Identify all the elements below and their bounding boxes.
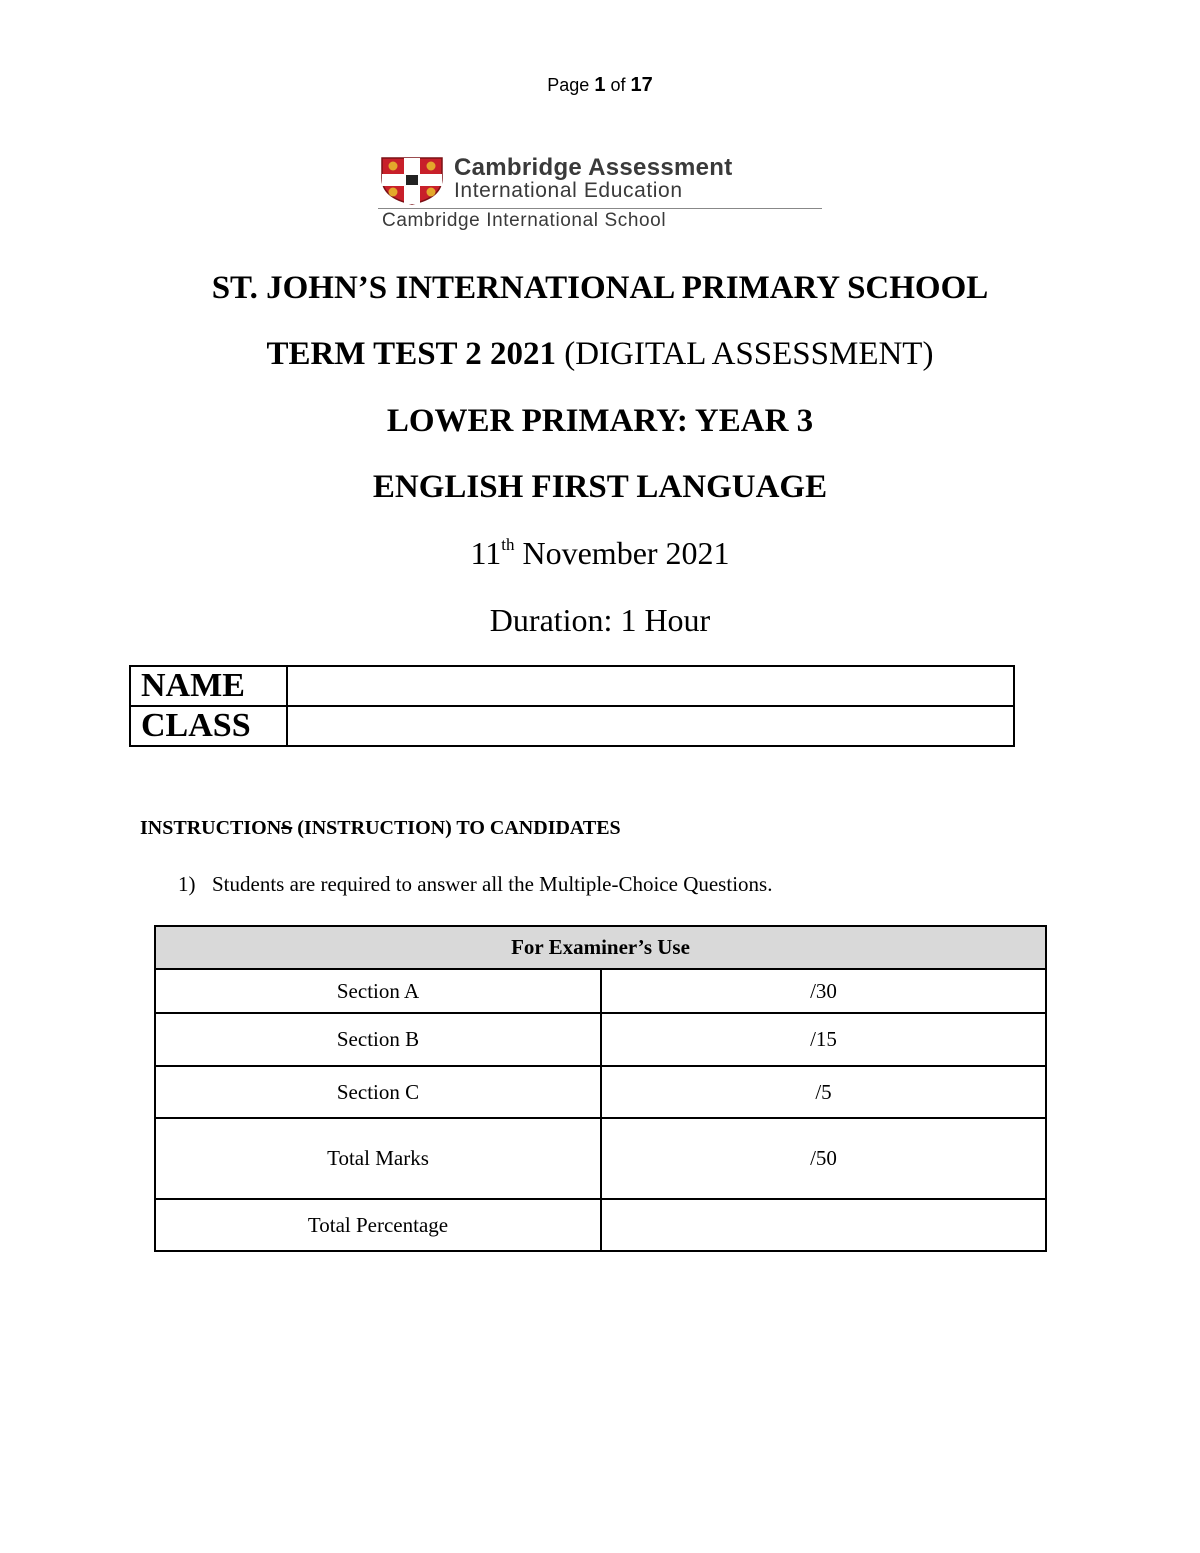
section-label: Section C — [155, 1066, 601, 1118]
logo-title: Cambridge Assessment — [454, 154, 733, 181]
duration: Duration: 1 Hour — [489, 602, 711, 638]
section-label: Section B — [155, 1013, 601, 1066]
date-day: 11 — [470, 535, 502, 571]
section-marks: /50 — [601, 1118, 1046, 1199]
test-title — [0, 336, 1200, 373]
logo-subtitle: International Education — [454, 179, 683, 202]
name-row — [130, 666, 1014, 706]
class-label: CLASS — [130, 706, 287, 746]
page-of: of — [610, 75, 626, 95]
cambridge-crest-icon — [380, 156, 444, 206]
level: LOWER PRIMARY: YEAR 3 — [386, 403, 814, 439]
date-rest: November 2021 — [522, 535, 730, 571]
subject: ENGLISH FIRST LANGUAGE — [372, 469, 828, 505]
instruction-number: 1) — [178, 872, 196, 896]
table-row — [155, 1013, 1046, 1066]
school-name: ST. JOHN’S INTERNATIONAL PRIMARY SCHOOL — [211, 270, 989, 306]
class-field[interactable] — [287, 706, 1014, 746]
name-field[interactable] — [287, 666, 1014, 706]
section-marks: /15 — [601, 1013, 1046, 1066]
page-current: 1 — [594, 74, 606, 96]
section-label: Total Percentage — [155, 1199, 601, 1251]
section-label: Total Marks — [155, 1118, 601, 1199]
examiner-header-row — [155, 926, 1046, 969]
page-number — [0, 74, 1200, 97]
section-label: Section A — [155, 969, 601, 1013]
examiner-table — [154, 925, 1047, 1252]
cambridge-logo — [378, 152, 824, 234]
instruction-text: Students are required to answer all the Multiple-Choice Questions. — [212, 872, 773, 896]
page-total: 17 — [630, 74, 653, 96]
examiner-header: For Examiner’s Use — [155, 926, 1046, 969]
instructions-title-start: INSTRUCTION — [140, 817, 282, 839]
test-date — [0, 535, 1200, 572]
section-marks[interactable] — [601, 1199, 1046, 1251]
test-title-bold: TERM TEST 2 2021 — [266, 336, 556, 372]
instructions-title — [140, 817, 621, 840]
instruction-item — [178, 872, 772, 897]
logo-school: Cambridge International School — [382, 210, 667, 231]
table-row — [155, 1118, 1046, 1199]
section-marks: /30 — [601, 969, 1046, 1013]
instructions-title-struck: S — [281, 817, 293, 839]
logo-divider — [378, 208, 822, 209]
name-label: NAME — [130, 666, 287, 706]
test-title-normal: (DIGITAL ASSESSMENT) — [564, 336, 934, 372]
candidate-table — [129, 665, 1015, 747]
section-marks: /5 — [601, 1066, 1046, 1118]
table-row — [155, 969, 1046, 1013]
table-row — [155, 1066, 1046, 1118]
table-row — [155, 1199, 1046, 1251]
class-row — [130, 706, 1014, 746]
page-prefix: Page — [547, 75, 590, 95]
instructions-title-rest: (INSTRUCTION) TO CANDIDATES — [292, 817, 621, 839]
date-suffix: th — [501, 535, 515, 554]
